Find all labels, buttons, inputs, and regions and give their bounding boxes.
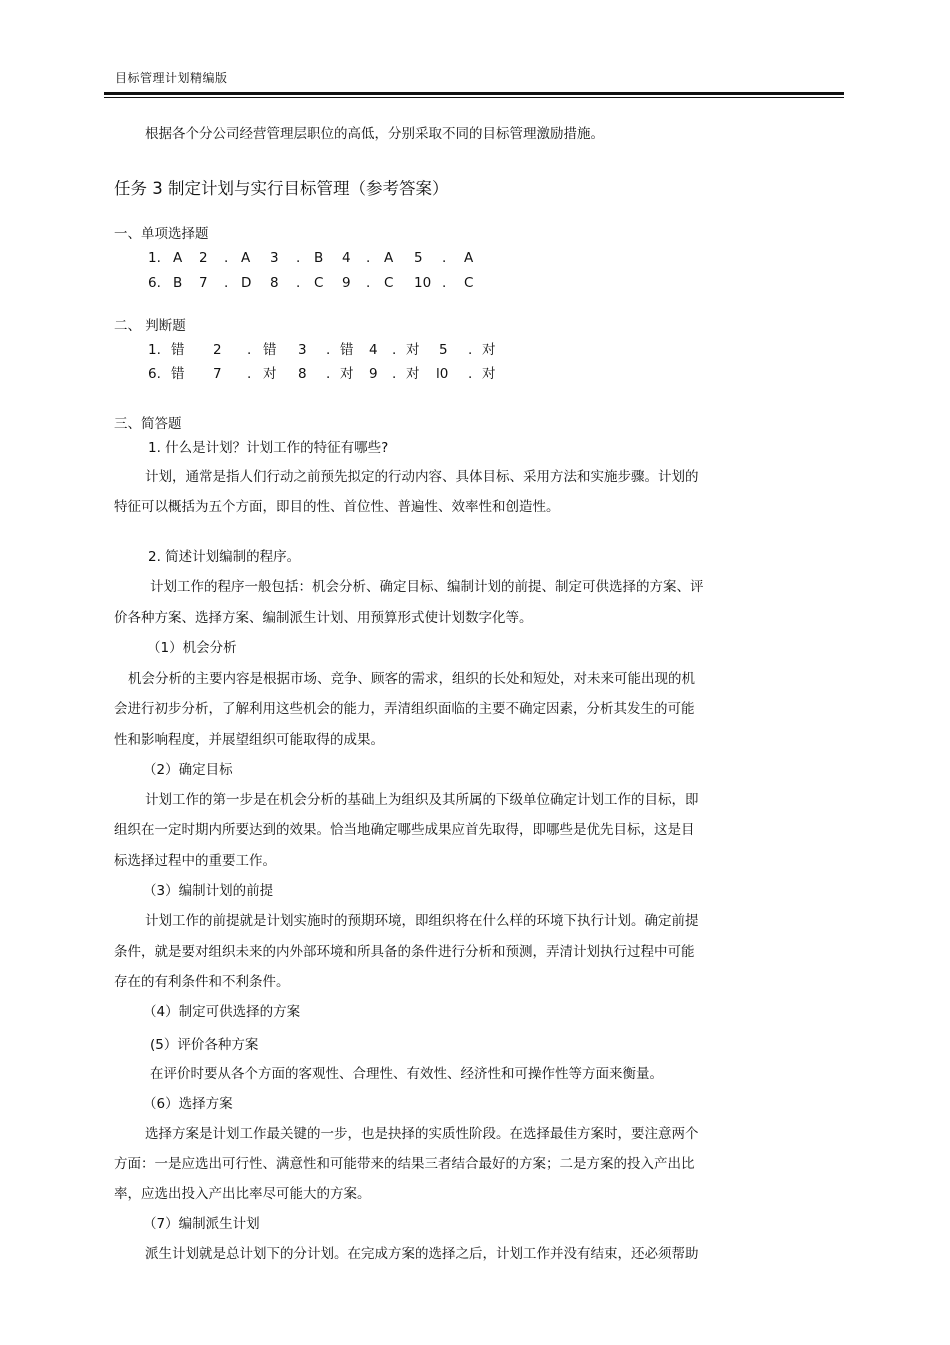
step-3-line-1: 计划工作的前提就是计划实施时的预期环境，即组织将在什么样的环境下执行计划。确定前提 [145,913,699,929]
answer-cell: . [468,366,473,382]
step-2-title: （2）确定目标 [143,762,233,778]
answer-cell: . [296,250,301,266]
answer-cell: C [384,275,394,291]
answer-cell: 5 [439,342,448,358]
page-title: 任务 3 制定计划与实行目标管理（参考答案） [114,179,449,198]
answer-1-line-1: 计划，通常是指人们行动之前预先拟定的行动内容、具体目标、采用方法和实施步骤。计划的 [145,469,699,485]
answer-cell: C [314,275,324,291]
step-6-title: （6）选择方案 [143,1096,233,1112]
answer-cell: 错 [340,342,354,358]
answer-cell: B [173,275,183,291]
answer-cell: 8 [270,275,279,291]
answer-cell: 3 [270,250,279,266]
answer-cell: B [314,250,324,266]
answer-cell: . [224,275,229,291]
answer-cell: . [326,366,331,382]
answer-cell: 对 [482,342,496,358]
step-1-title: （1）机会分析 [147,640,237,656]
answer-cell: l0 [436,366,449,382]
answer-cell: . [442,275,447,291]
step-4-title: （4）制定可供选择的方案 [143,1004,301,1020]
answer-1-line-2: 特征可以概括为五个方面，即目的性、首位性、普遍性、效率性和创造性。 [114,499,560,515]
running-header: 目标管理计划精编版 [115,71,228,85]
answer-cell: 8 [298,366,307,382]
answer-cell: 对 [406,366,420,382]
step-6-line-1: 选择方案是计划工作最关键的一步，也是抉择的实质性阶段。在选择最佳方案时，要注意两个 [145,1126,699,1142]
answer-cell: . [392,342,397,358]
step-5-title: (5）评价各种方案 [150,1037,259,1053]
step-7-line-1: 派生计划就是总计划下的分计划。在完成方案的选择之后，计划工作并没有结束，还必须帮助 [145,1246,699,1262]
answer-cell: 4 [342,250,351,266]
step-1-line-3: 性和影响程度，并展望组织可能取得的成果。 [114,732,384,748]
answer-cell: C [464,275,474,291]
answer-cell: A [173,250,183,266]
header-rule-thin [104,97,844,98]
answer-cell: 6. [148,366,161,382]
answer-2-line-1: 计划工作的程序一般包括：机会分析、确定目标、编制计划的前提、制定可供选择的方案、评 [150,579,704,595]
step-2-line-1: 计划工作的第一步是在机会分析的基础上为组织及其所属的下级单位确定计划工作的目标，即 [145,792,699,808]
step-3-line-3: 存在的有利条件和不利条件。 [114,974,290,990]
answer-cell: . [468,342,473,358]
answer-cell: . [442,250,447,266]
answer-cell: 对 [406,342,420,358]
answer-cell: . [247,366,252,382]
answer-cell: 7 [199,275,208,291]
answer-cell: . [366,275,371,291]
answer-cell: A [384,250,394,266]
answer-cell: 2 [213,342,222,358]
answer-cell: A [464,250,474,266]
step-6-line-2: 方面：一是应选出可行性、满意性和可能带来的结果三者结合最好的方案；二是方案的投入产出比 [114,1156,695,1172]
step-5-line-1: 在评价时要从各个方面的客观性、合理性、有效性、经济性和可操作性等方面来衡量。 [150,1066,663,1082]
question-1: 1. 什么是计划？计划工作的特征有哪些? [148,440,389,456]
step-6-line-3: 率，应选出投入产出比率尽可能大的方案。 [114,1186,371,1202]
answer-cell: . [392,366,397,382]
answer-cell: . [326,342,331,358]
section-heading-judge: 二、 判断题 [114,318,186,334]
answer-cell: 7 [213,366,222,382]
answer-cell: D [241,275,252,291]
answer-cell: 10 [414,275,432,291]
answer-cell: 3 [298,342,307,358]
answer-cell: 4 [369,342,378,358]
answer-cell: 9 [342,275,351,291]
answer-cell: 错 [263,342,277,358]
answer-cell: 对 [482,366,496,382]
answer-cell: . [224,250,229,266]
answer-cell: 1. [148,250,161,266]
step-7-title: （7）编制派生计划 [143,1216,260,1232]
answer-2-line-2: 价各种方案、选择方案、编制派生计划、用预算形式使计划数字化等。 [114,610,533,626]
intro-paragraph: 根据各个分公司经营管理层职位的高低，分别采取不同的目标管理激励措施。 [145,126,604,142]
answer-cell: . [366,250,371,266]
answer-cell: 对 [340,366,354,382]
step-2-line-3: 标选择过程中的重要工作。 [114,853,276,869]
answer-cell: . [296,275,301,291]
step-3-line-2: 条件，就是要对组织未来的内外部环境和所具备的条件进行分析和预测，弄清计划执行过程中可能 [114,944,695,960]
section-heading-choice: 一、单项选择题 [114,226,209,242]
answer-cell: 1. [148,342,161,358]
answer-cell: 对 [263,366,277,382]
answer-cell: 6. [148,275,161,291]
answer-cell: 9 [369,366,378,382]
answer-cell: 错 [171,366,185,382]
step-1-line-2: 会进行初步分析，了解利用这些机会的能力，弄清组织面临的主要不确定因素，分析其发生的可能 [114,701,695,717]
step-2-line-2: 组织在一定时期内所要达到的效果。恰当地确定哪些成果应首先取得，即哪些是优先目标，这是目 [114,822,695,838]
step-1-line-1: 机会分析的主要内容是根据市场、竞争、顾客的需求，组织的长处和短处，对未来可能出现的机 [128,671,695,687]
question-2: 2. 简述计划编制的程序。 [148,549,301,565]
answer-cell: A [241,250,251,266]
answer-cell: 5 [414,250,423,266]
header-rule-thick [104,92,844,95]
answer-cell: 错 [171,342,185,358]
section-heading-short: 三、简答题 [114,416,182,432]
step-3-title: （3）编制计划的前提 [143,883,274,899]
answer-cell: . [247,342,252,358]
answer-cell: 2 [199,250,208,266]
